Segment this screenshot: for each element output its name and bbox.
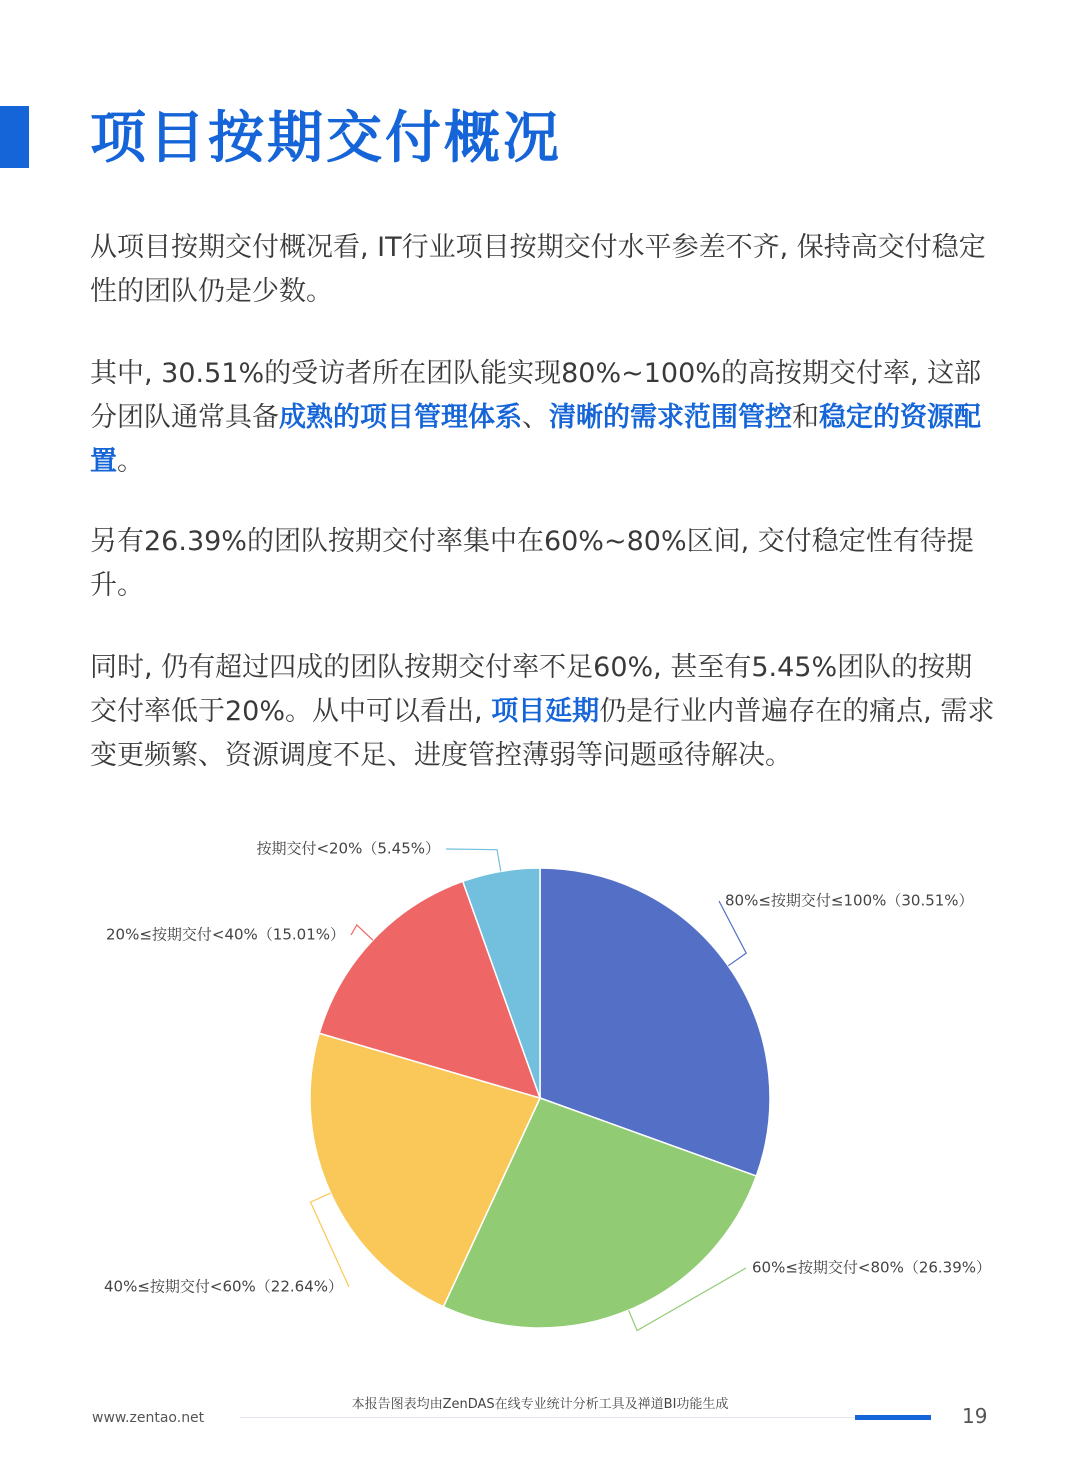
footer-divider xyxy=(240,1417,930,1418)
highlight-project-delay: 项目延期 xyxy=(491,696,600,727)
footer-accent-bar xyxy=(855,1415,931,1420)
paragraph-mid-rate: 另有26.39%的团队按期交付率集中在60%~80%区间, 交付稳定性有待提升。 xyxy=(90,526,974,601)
slice-label: 40%≤按期交付<60%（22.64%） xyxy=(103,1277,343,1296)
label-leader-line xyxy=(446,849,501,871)
slice-label: 按期交付<20%（5.45%） xyxy=(256,839,440,858)
highlight-mature-management: 成熟的项目管理体系 xyxy=(279,402,522,433)
pie-chart xyxy=(0,820,1080,1380)
title-accent-bar xyxy=(0,106,29,168)
page-number: 19 xyxy=(962,1404,988,1428)
paragraph-text: 仍是行业内普遍存在的痛点, 需求变更频繁、资源调度不足、进度管控薄弱等问题亟待解决。 xyxy=(90,696,995,771)
slice-label: 20%≤按期交付<40%（15.01%） xyxy=(105,925,345,944)
paragraph-end: 。 xyxy=(117,446,144,477)
label-leader-line xyxy=(719,901,746,966)
highlight-stable-resources: 稳定的资源配置 xyxy=(90,402,981,477)
paragraph-text: 同时, 仍有超过四成的团队按期交付率不足60%, 甚至有5.45%团队的按期交付率低于20%。从中可以看出, xyxy=(90,652,973,727)
paragraph-text: 其中, 30.51%的受访者所在团队能实现80%~100%的高按期交付率, 这部分团队通常具备 xyxy=(90,358,982,433)
page-title: 项目按期交付概况 xyxy=(90,106,562,171)
paragraph-low-rate xyxy=(90,646,995,778)
label-leader-line xyxy=(351,925,373,940)
slice-label: 60%≤按期交付<80%（26.39%） xyxy=(752,1258,992,1277)
highlight-scope-control: 清晰的需求范围管控 xyxy=(549,402,792,433)
slice-label: 80%≤按期交付≤100%（30.51%） xyxy=(725,891,974,910)
separator-text: 、 xyxy=(522,402,549,433)
paragraph-high-rate xyxy=(90,352,995,484)
separator-text: 和 xyxy=(792,402,819,433)
site-url: www.zentao.net xyxy=(92,1410,205,1426)
footer-note: 本报告图表均由ZenDAS在线专业统计分析工具及禅道BI功能生成 xyxy=(351,1397,729,1412)
paragraph-overview: 从项目按期交付概况看, IT行业项目按期交付水平参差不齐, 保持高交付稳定性的团队仍是少数。 xyxy=(90,232,986,307)
